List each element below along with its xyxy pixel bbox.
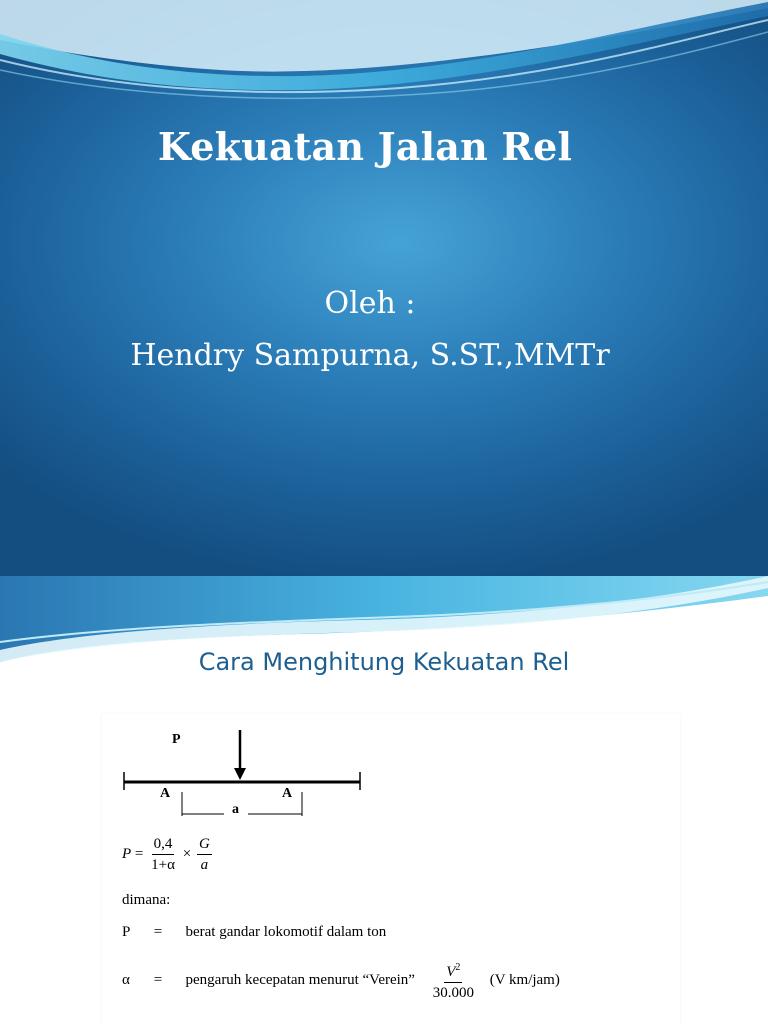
- velocity-symbol: V: [446, 964, 456, 980]
- definition-alpha: [122, 958, 560, 1003]
- span-label: a: [232, 802, 239, 817]
- slide-title: Kekuatan Jalan Rel: [157, 124, 573, 169]
- byline: Oleh :: [324, 286, 416, 321]
- definition-p: [122, 924, 386, 941]
- where-label: dimana:: [122, 892, 171, 908]
- definition-suffix: (V km/jam): [489, 971, 560, 988]
- velocity-exponent: 2: [455, 962, 461, 973]
- fraction-1-num: 0,4: [152, 834, 175, 855]
- fraction-2-den: a: [200, 857, 209, 873]
- load-arrowhead: [234, 768, 246, 780]
- fraction-1: [149, 834, 177, 875]
- definition-eq: =: [153, 924, 163, 940]
- formula-image: [102, 714, 680, 1024]
- fraction-2: [197, 834, 212, 875]
- fraction-1-den: 1+α: [151, 857, 175, 873]
- slide-subtitle: [0, 278, 740, 382]
- velocity-fraction-den: 30.000: [432, 985, 474, 1001]
- definition-symbol: P: [122, 924, 131, 940]
- slide-heading: Cara Menghitung Kekuatan Rel: [198, 648, 570, 676]
- velocity-fraction-num: [444, 958, 462, 983]
- definition-text: pengaruh kecepatan menurut “Verein”: [185, 971, 415, 988]
- support-right-label: A: [282, 786, 293, 801]
- velocity-fraction: [431, 958, 476, 1003]
- definition-text: berat gandar lokomotif dalam ton: [185, 924, 387, 940]
- formula-times: ×: [182, 845, 192, 862]
- author-name: Hendry Sampurna, S.ST.,MMTr: [130, 338, 610, 373]
- beam-diagram: [116, 720, 386, 830]
- definition-symbol: α: [122, 971, 130, 988]
- definition-eq: =: [153, 971, 163, 988]
- formula-eq: =: [134, 845, 144, 862]
- formula-lhs: P: [122, 845, 132, 862]
- load-label: P: [172, 732, 181, 747]
- support-left-label: A: [160, 786, 171, 801]
- top-wave-decoration: [0, 0, 768, 100]
- content-slide: [0, 576, 768, 1024]
- main-formula: [122, 834, 214, 875]
- fraction-2-num: G: [197, 834, 212, 855]
